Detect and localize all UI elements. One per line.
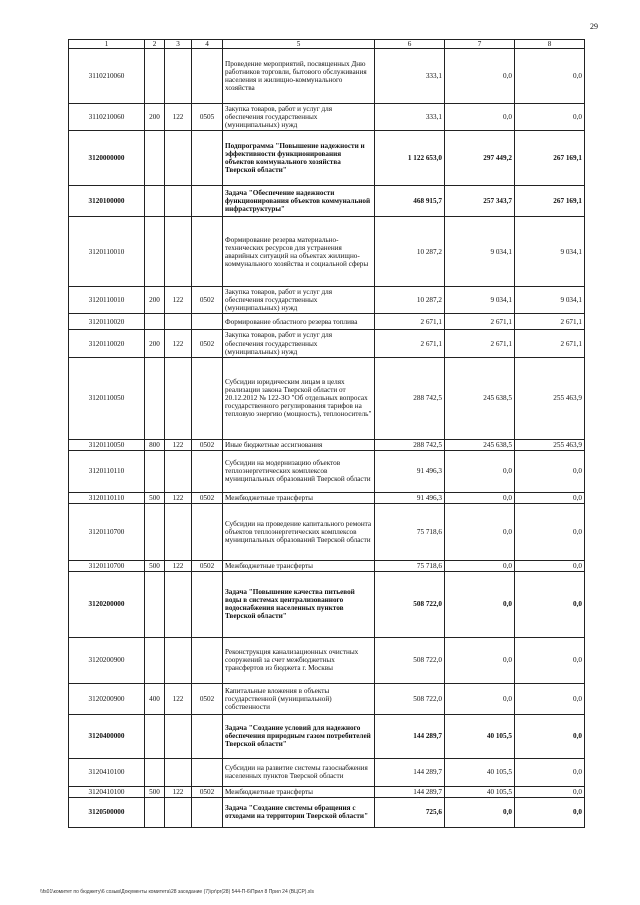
row-value-col8: 2 671,1 (515, 314, 585, 330)
row-value-col8: 0,0 (515, 637, 585, 683)
row-value-col6: 91 496,3 (375, 450, 445, 492)
table-row (69, 357, 585, 439)
row-value-col8: 0,0 (515, 758, 585, 786)
table-row (69, 330, 585, 357)
table-row (69, 439, 585, 450)
row-name-cell: Задача "Создание системы обращения с отходами на территории Тверской области" (223, 797, 375, 827)
row-col4-cell (192, 314, 223, 330)
row-col4-cell (192, 450, 223, 492)
row-col2-cell: 200 (145, 287, 165, 314)
row-name-cell: Межбюджетные трансферты (223, 786, 375, 797)
row-code-cell: 3120110020 (69, 330, 145, 357)
row-col4-cell: 0502 (192, 492, 223, 503)
row-col4-cell: 0502 (192, 439, 223, 450)
table-row (69, 492, 585, 503)
row-value-col8: 267 169,1 (515, 131, 585, 186)
row-col4-cell: 0502 (192, 683, 223, 714)
row-col3-cell: 122 (165, 330, 192, 357)
column-header: 2 (145, 40, 165, 49)
row-col3-cell (165, 186, 192, 217)
table-row (69, 186, 585, 217)
row-value-col7: 9 034,1 (445, 287, 515, 314)
row-col2-cell (145, 797, 165, 827)
table-row (69, 797, 585, 827)
table-row (69, 131, 585, 186)
row-value-col6: 10 287,2 (375, 217, 445, 287)
row-col4-cell (192, 49, 223, 104)
row-value-col8: 2 671,1 (515, 330, 585, 357)
row-col2-cell (145, 49, 165, 104)
row-col3-cell (165, 797, 192, 827)
row-col2-cell (145, 571, 165, 637)
row-col3-cell (165, 450, 192, 492)
row-col3-cell: 122 (165, 560, 192, 571)
row-name-cell: Субсидии на проведение капитального ремонта объектов теплоэнергетических комплексов муниципальных образований Тверской области (223, 503, 375, 560)
row-name-cell: Задача "Повышение качества питьевой воды в системах централизованного водоснабжения населенных пунктов Тверской области" (223, 571, 375, 637)
row-code-cell: 3120110010 (69, 217, 145, 287)
row-value-col6: 10 287,2 (375, 287, 445, 314)
row-col2-cell: 800 (145, 439, 165, 450)
row-value-col8: 0,0 (515, 683, 585, 714)
row-col3-cell (165, 503, 192, 560)
row-name-cell: Закупка товаров, работ и услуг для обеспечения государственных (муниципальных) нужд (223, 104, 375, 131)
row-code-cell: 3120110110 (69, 450, 145, 492)
row-value-col7: 0,0 (445, 450, 515, 492)
row-col4-cell: 0502 (192, 330, 223, 357)
row-value-col7: 40 105,5 (445, 714, 515, 758)
row-name-cell: Реконструкция канализационных очистных сооружений за счет межбюджетных трансфертов из бюджета г. Москвы (223, 637, 375, 683)
row-col3-cell (165, 131, 192, 186)
row-value-col7: 0,0 (445, 571, 515, 637)
row-name-cell: Задача "Обеспечение надежности функционирования объектов коммунальной инфраструктуры" (223, 186, 375, 217)
table-row (69, 571, 585, 637)
column-header: 7 (445, 40, 515, 49)
row-col4-cell (192, 217, 223, 287)
row-value-col6: 508 722,0 (375, 571, 445, 637)
row-col2-cell: 400 (145, 683, 165, 714)
row-col3-cell (165, 571, 192, 637)
row-name-cell: Субсидии юридическим лицам в целях реализации закона Тверской области от 20.12.2012 № 122-ЗО "Об отдельных вопросах государственного регулирования тарифов на тепловую энергию (мощность), теплоноситель" (223, 357, 375, 439)
row-value-col7: 245 638,5 (445, 439, 515, 450)
row-value-col8: 0,0 (515, 104, 585, 131)
row-value-col6: 91 496,3 (375, 492, 445, 503)
column-header: 8 (515, 40, 585, 49)
row-code-cell: 3110210060 (69, 104, 145, 131)
row-name-cell: Иные бюджетные ассигнования (223, 439, 375, 450)
column-number-row (69, 40, 585, 49)
row-name-cell: Закупка товаров, работ и услуг для обеспечения государственных (муниципальных) нужд (223, 330, 375, 357)
row-code-cell: 3120200900 (69, 683, 145, 714)
row-name-cell: Субсидии на модернизацию объектов теплоэнергетических комплексов муниципальных образований Тверской области (223, 450, 375, 492)
row-col3-cell (165, 714, 192, 758)
row-col3-cell: 122 (165, 683, 192, 714)
row-value-col7: 0,0 (445, 104, 515, 131)
row-code-cell: 3120110110 (69, 492, 145, 503)
table-row (69, 503, 585, 560)
table-row (69, 560, 585, 571)
row-value-col6: 144 289,7 (375, 758, 445, 786)
row-code-cell: 3120110020 (69, 314, 145, 330)
table-row (69, 683, 585, 714)
row-col3-cell: 122 (165, 492, 192, 503)
row-value-col8: 9 034,1 (515, 287, 585, 314)
row-name-cell: Межбюджетные трансферты (223, 560, 375, 571)
column-header: 1 (69, 40, 145, 49)
row-name-cell: Межбюджетные трансферты (223, 492, 375, 503)
row-value-col8: 255 463,9 (515, 439, 585, 450)
row-value-col6: 725,6 (375, 797, 445, 827)
column-header: 5 (223, 40, 375, 49)
row-code-cell: 3120110700 (69, 560, 145, 571)
row-col4-cell: 0502 (192, 786, 223, 797)
row-name-cell: Формирование областного резерва топлива (223, 314, 375, 330)
row-col4-cell (192, 357, 223, 439)
row-col3-cell: 122 (165, 786, 192, 797)
row-col2-cell: 200 (145, 104, 165, 131)
row-value-col7: 0,0 (445, 637, 515, 683)
row-col4-cell: 0502 (192, 287, 223, 314)
row-col3-cell (165, 217, 192, 287)
row-value-col6: 75 718,6 (375, 503, 445, 560)
row-name-cell: Задача "Создание условий для надежного обеспечения природным газом потребителей Тверской области" (223, 714, 375, 758)
row-col2-cell (145, 450, 165, 492)
table-row (69, 287, 585, 314)
budget-table (68, 39, 585, 828)
row-name-cell: Формирование резерва материально-технических ресурсов для устранения аварийных ситуаций на объектах жилищно-коммунального хозяйства и социальной сферы (223, 217, 375, 287)
row-value-col7: 0,0 (445, 560, 515, 571)
row-code-cell: 3120200000 (69, 571, 145, 637)
row-value-col6: 2 671,1 (375, 314, 445, 330)
row-value-col6: 468 915,7 (375, 186, 445, 217)
row-value-col8: 0,0 (515, 786, 585, 797)
row-col2-cell (145, 503, 165, 560)
row-col2-cell (145, 314, 165, 330)
row-code-cell: 3120410100 (69, 758, 145, 786)
row-col2-cell: 500 (145, 492, 165, 503)
row-col2-cell (145, 217, 165, 287)
row-value-col8: 9 034,1 (515, 217, 585, 287)
row-value-col7: 0,0 (445, 492, 515, 503)
column-header: 4 (192, 40, 223, 49)
row-col4-cell (192, 797, 223, 827)
row-col3-cell (165, 758, 192, 786)
row-value-col7: 2 671,1 (445, 314, 515, 330)
row-col2-cell: 500 (145, 560, 165, 571)
row-col3-cell (165, 314, 192, 330)
row-value-col7: 0,0 (445, 503, 515, 560)
table-row (69, 450, 585, 492)
row-value-col8: 0,0 (515, 797, 585, 827)
row-col2-cell (145, 186, 165, 217)
row-code-cell: 3120110050 (69, 439, 145, 450)
row-name-cell: Проведение мероприятий, посвященных Дню работников торговли, бытового обслуживания населения и жилищно-коммунального хозяйства (223, 49, 375, 104)
row-value-col7: 245 638,5 (445, 357, 515, 439)
row-col4-cell (192, 714, 223, 758)
row-col3-cell (165, 49, 192, 104)
column-header: 3 (165, 40, 192, 49)
table-row (69, 714, 585, 758)
row-code-cell: 3110210060 (69, 49, 145, 104)
row-value-col6: 508 722,0 (375, 683, 445, 714)
row-value-col7: 0,0 (445, 683, 515, 714)
row-value-col6: 2 671,1 (375, 330, 445, 357)
row-col3-cell: 122 (165, 439, 192, 450)
row-value-col8: 0,0 (515, 571, 585, 637)
row-value-col6: 75 718,6 (375, 560, 445, 571)
row-value-col7: 297 449,2 (445, 131, 515, 186)
row-value-col6: 144 289,7 (375, 714, 445, 758)
row-code-cell: 3120200900 (69, 637, 145, 683)
row-name-cell: Подпрограмма "Повышение надежности и эффективности функционирования объектов коммунального хозяйства Тверской области" (223, 131, 375, 186)
row-value-col6: 333,1 (375, 104, 445, 131)
row-value-col7: 40 105,5 (445, 758, 515, 786)
row-name-cell: Закупка товаров, работ и услуг для обеспечения государственных (муниципальных) нужд (223, 287, 375, 314)
row-code-cell: 3120100000 (69, 186, 145, 217)
row-value-col8: 0,0 (515, 560, 585, 571)
row-code-cell: 3120110050 (69, 357, 145, 439)
file-path-footer: \\fs01\комитет по бюджету\6 созыв\Документы комитета\28 заседание (7)\pr\pr(28) 544-П-6\Прил 8 Прил 24 (ВЦСР).xls (40, 889, 314, 895)
row-col3-cell: 122 (165, 287, 192, 314)
row-col4-cell: 0505 (192, 104, 223, 131)
row-value-col6: 144 289,7 (375, 786, 445, 797)
row-code-cell: 3120110700 (69, 503, 145, 560)
row-col4-cell (192, 637, 223, 683)
row-code-cell: 3120400000 (69, 714, 145, 758)
page-number: 29 (590, 22, 598, 31)
row-col4-cell (192, 758, 223, 786)
row-name-cell: Капитальные вложения в объекты государственной (муниципальной) собственности (223, 683, 375, 714)
row-code-cell: 3120500000 (69, 797, 145, 827)
row-value-col8: 0,0 (515, 49, 585, 104)
row-value-col6: 1 122 653,0 (375, 131, 445, 186)
row-name-cell: Субсидии на развитие системы газоснабжения населенных пунктов Тверской области (223, 758, 375, 786)
row-value-col6: 288 742,5 (375, 439, 445, 450)
row-col3-cell (165, 637, 192, 683)
table-row (69, 217, 585, 287)
row-col2-cell (145, 637, 165, 683)
row-col3-cell: 122 (165, 104, 192, 131)
row-value-col7: 9 034,1 (445, 217, 515, 287)
table-row (69, 104, 585, 131)
row-col4-cell (192, 186, 223, 217)
row-value-col7: 40 105,5 (445, 786, 515, 797)
table-row (69, 758, 585, 786)
row-col4-cell (192, 571, 223, 637)
table-row (69, 786, 585, 797)
table-row (69, 314, 585, 330)
row-code-cell: 3120410100 (69, 786, 145, 797)
row-value-col8: 0,0 (515, 492, 585, 503)
row-value-col7: 0,0 (445, 49, 515, 104)
row-value-col6: 508 722,0 (375, 637, 445, 683)
row-value-col8: 0,0 (515, 503, 585, 560)
row-col4-cell: 0502 (192, 560, 223, 571)
row-col2-cell: 500 (145, 786, 165, 797)
row-value-col8: 0,0 (515, 450, 585, 492)
row-code-cell: 3120000000 (69, 131, 145, 186)
row-code-cell: 3120110010 (69, 287, 145, 314)
row-value-col6: 288 742,5 (375, 357, 445, 439)
row-col4-cell (192, 503, 223, 560)
row-value-col8: 255 463,9 (515, 357, 585, 439)
table-row (69, 49, 585, 104)
row-value-col7: 0,0 (445, 797, 515, 827)
row-col2-cell (145, 758, 165, 786)
row-col2-cell (145, 714, 165, 758)
row-value-col8: 267 169,1 (515, 186, 585, 217)
table-row (69, 637, 585, 683)
row-value-col8: 0,0 (515, 714, 585, 758)
row-col2-cell (145, 357, 165, 439)
row-col4-cell (192, 131, 223, 186)
row-value-col7: 257 343,7 (445, 186, 515, 217)
row-col3-cell (165, 357, 192, 439)
row-col2-cell (145, 131, 165, 186)
row-value-col6: 333,1 (375, 49, 445, 104)
column-header: 6 (375, 40, 445, 49)
row-col2-cell: 200 (145, 330, 165, 357)
row-value-col7: 2 671,1 (445, 330, 515, 357)
